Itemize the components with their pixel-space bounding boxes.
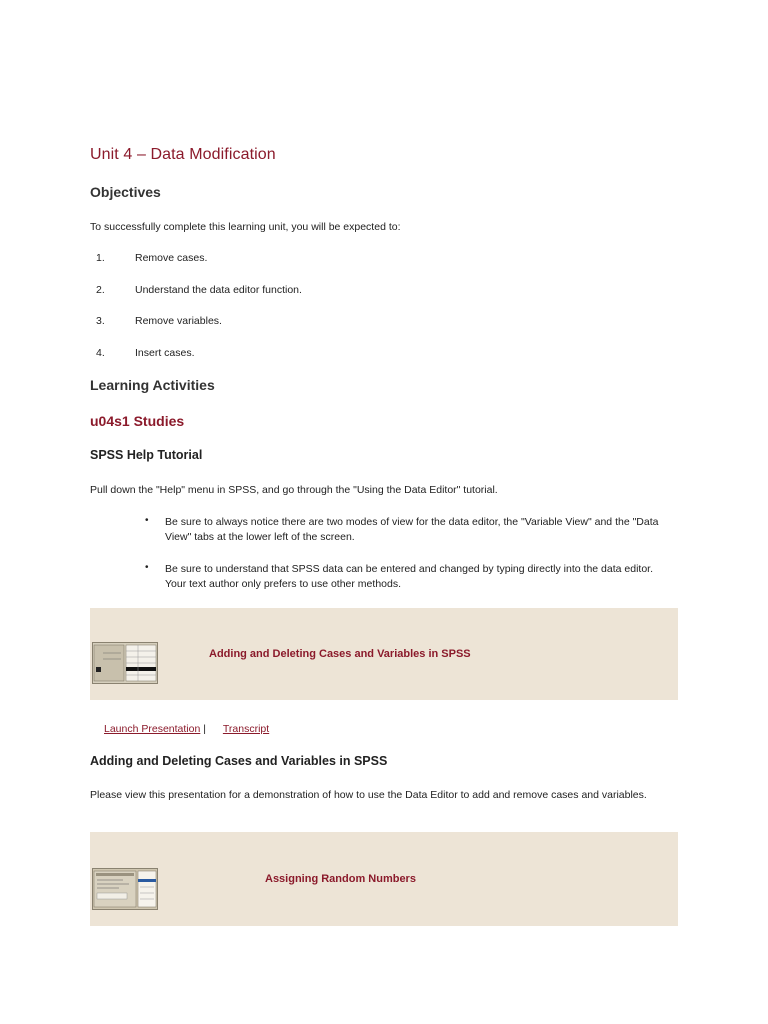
- objective-item: Remove variables.: [135, 315, 222, 327]
- random-numbers-title[interactable]: Assigning Random Numbers: [265, 873, 416, 885]
- bullet-marker: •: [145, 515, 149, 526]
- random-numbers-thumbnail[interactable]: [92, 868, 158, 910]
- adding-section-heading: Adding and Deleting Cases and Variables in SPSS: [90, 754, 388, 768]
- tutorial-heading: SPSS Help Tutorial: [90, 448, 203, 462]
- launch-presentation-link[interactable]: Launch Presentation: [104, 723, 201, 735]
- spss-dialog-icon: [93, 869, 157, 909]
- random-numbers-banner[interactable]: [90, 832, 678, 926]
- presentation-thumbnail[interactable]: [92, 642, 158, 684]
- link-separator: |: [200, 723, 209, 735]
- objectives-intro: To successfully complete this learning unit, you will be expected to:: [90, 221, 401, 233]
- learning-activities-heading: Learning Activities: [90, 377, 215, 393]
- objective-item: Remove cases.: [135, 252, 208, 264]
- bullet-item: Be sure to always notice there are two modes of view for the data editor, the "Variable View" and the "Data View" tabs at the lower left of the screen.: [165, 516, 659, 543]
- studies-heading: u04s1 Studies: [90, 413, 185, 429]
- spss-screenshot-icon: [93, 643, 157, 683]
- objective-number: 4.: [96, 347, 105, 359]
- objective-item: Understand the data editor function.: [135, 284, 302, 296]
- objective-number: 1.: [96, 252, 105, 264]
- transcript-link[interactable]: Transcript: [222, 723, 270, 735]
- adding-section-text: Please view this presentation for a demonstration of how to use the Data Editor to add and remove cases and variables.: [90, 789, 647, 801]
- presentation-title[interactable]: Adding and Deleting Cases and Variables in SPSS: [209, 648, 471, 660]
- page-title: Unit 4 – Data Modification: [90, 146, 276, 163]
- presentation-banner[interactable]: [90, 608, 678, 700]
- objective-number: 2.: [96, 284, 105, 296]
- objective-number: 3.: [96, 315, 105, 327]
- objective-item: Insert cases.: [135, 347, 195, 359]
- bullet-marker: •: [145, 562, 149, 573]
- bullet-item: Be sure to understand that SPSS data can be entered and changed by typing directly into the data editor. Your text author only prefers to use other methods.: [165, 563, 653, 590]
- tutorial-text: Pull down the "Help" menu in SPSS, and go through the "Using the Data Editor" tutorial.: [90, 484, 498, 496]
- objectives-heading: Objectives: [90, 184, 161, 200]
- presentation-links: [104, 723, 269, 735]
